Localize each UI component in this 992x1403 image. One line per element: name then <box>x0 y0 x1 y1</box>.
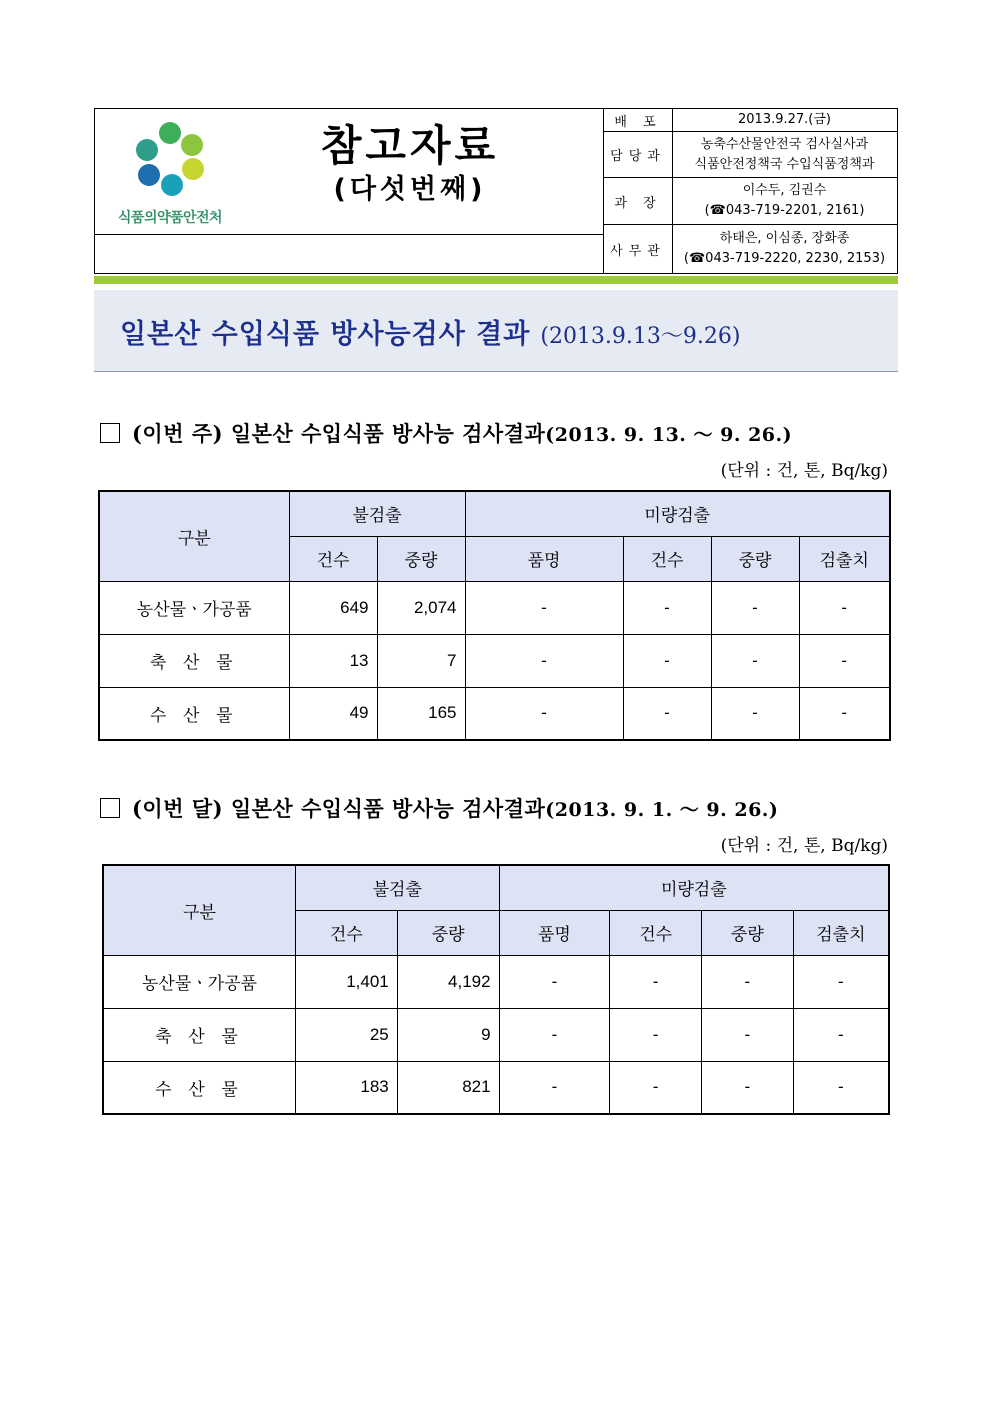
row-weight: 4,192 <box>397 955 499 1008</box>
info-line: (☎043-719-2220, 2230, 2153) <box>683 251 886 266</box>
header-not-detected: 불검출 <box>295 865 499 910</box>
row-item-name: - <box>499 955 610 1008</box>
subheader: 건수 <box>289 536 377 581</box>
row-item-name: - <box>465 581 623 634</box>
info-label: 과 장 <box>604 178 673 224</box>
info-label: 배 포 <box>604 109 673 131</box>
subheader: 중량 <box>701 910 793 955</box>
row-trace-count: - <box>623 581 711 634</box>
info-label: 사무관 <box>604 225 673 273</box>
accent-divider <box>94 276 898 284</box>
info-line: (☎043-719-2201, 2161) <box>704 203 865 218</box>
row-detected-value: - <box>799 687 890 740</box>
report-title-date: (2013.9.13～9.26) <box>540 324 741 349</box>
header-blank-cell <box>95 234 604 273</box>
info-value <box>672 178 897 224</box>
row-category: 수 산 물 <box>103 1061 295 1114</box>
contact-info-table <box>604 109 897 273</box>
subheader: 중량 <box>711 536 799 581</box>
subheader: 중량 <box>397 910 499 955</box>
info-label: 담당과 <box>604 132 673 177</box>
row-detected-value: - <box>793 955 889 1008</box>
row-category: 축 산 물 <box>103 1008 295 1061</box>
subheader: 품명 <box>465 536 623 581</box>
results-table-month <box>102 864 890 1115</box>
report-title-band <box>94 290 898 372</box>
row-count: 183 <box>295 1061 397 1114</box>
header-not-detected: 불검출 <box>289 491 465 536</box>
row-detected-value: - <box>799 634 890 687</box>
header-trace-detected: 미량검출 <box>465 491 890 536</box>
row-trace-weight: - <box>711 687 799 740</box>
agency-name: 식품의약품안전처 <box>117 210 223 226</box>
document-subtitle: (다섯번째) <box>333 174 487 205</box>
info-row-officer <box>604 225 897 273</box>
row-trace-count: - <box>610 1008 702 1061</box>
row-item-name: - <box>499 1008 610 1061</box>
table-row <box>99 581 890 634</box>
header-category: 구분 <box>99 491 289 581</box>
row-weight: 821 <box>397 1061 499 1114</box>
row-weight: 165 <box>377 687 465 740</box>
document-title: 참고자료 <box>320 121 500 170</box>
section-range: (2013. 9. 13. ～ 9. 26.) <box>545 424 793 446</box>
row-count: 649 <box>289 581 377 634</box>
section-heading-month <box>100 793 778 823</box>
row-item-name: - <box>465 634 623 687</box>
table-row <box>99 687 890 740</box>
row-trace-count: - <box>610 955 702 1008</box>
row-weight: 7 <box>377 634 465 687</box>
row-count: 49 <box>289 687 377 740</box>
row-category: 수 산 물 <box>99 687 289 740</box>
info-line: 농축수산물안전국 검사실사과 <box>700 136 869 152</box>
row-category: 농산물ㆍ가공품 <box>99 581 289 634</box>
subheader: 건수 <box>610 910 702 955</box>
document-header <box>94 108 898 274</box>
subheader: 검출치 <box>799 536 890 581</box>
checkbox-square-icon <box>100 423 120 443</box>
section-range: (2013. 9. 1. ～ 9. 26.) <box>545 799 779 821</box>
info-value <box>672 132 897 177</box>
subheader: 검출치 <box>793 910 889 955</box>
subheader: 건수 <box>295 910 397 955</box>
info-row-distribution <box>604 109 897 132</box>
row-count: 13 <box>289 634 377 687</box>
row-detected-value: - <box>793 1061 889 1114</box>
row-category: 농산물ㆍ가공품 <box>103 955 295 1008</box>
header-trace-detected: 미량검출 <box>499 865 889 910</box>
row-trace-weight: - <box>701 1008 793 1061</box>
row-weight: 9 <box>397 1008 499 1061</box>
row-item-name: - <box>465 687 623 740</box>
info-value <box>672 225 897 273</box>
subheader: 중량 <box>377 536 465 581</box>
row-count: 1,401 <box>295 955 397 1008</box>
row-trace-count: - <box>610 1061 702 1114</box>
row-count: 25 <box>295 1008 397 1061</box>
row-item-name: - <box>499 1061 610 1114</box>
row-trace-count: - <box>623 687 711 740</box>
row-trace-weight: - <box>711 634 799 687</box>
row-trace-weight: - <box>711 581 799 634</box>
subheader: 품명 <box>499 910 610 955</box>
section-heading-text: (이번 달) 일본산 수입식품 방사능 검사결과 <box>132 796 546 821</box>
report-title <box>120 312 740 351</box>
info-row-department <box>604 132 897 178</box>
row-category: 축 산 물 <box>99 634 289 687</box>
checkbox-square-icon <box>100 798 120 818</box>
header-title-area <box>95 109 604 234</box>
info-row-director <box>604 178 897 225</box>
unit-note: (단위 : 건, 톤, Bq/kg) <box>720 836 888 856</box>
unit-note: (단위 : 건, 톤, Bq/kg) <box>720 461 888 481</box>
row-detected-value: - <box>793 1008 889 1061</box>
info-line: 2013.9.27.(금) <box>738 112 831 127</box>
table-row <box>103 955 889 1008</box>
row-trace-weight: - <box>701 1061 793 1114</box>
row-detected-value: - <box>799 581 890 634</box>
section-heading-week <box>100 418 792 448</box>
agency-logo <box>105 119 235 229</box>
table-row <box>103 1061 889 1114</box>
report-title-main: 일본산 수입식품 방사능검사 결과 <box>120 319 531 350</box>
row-trace-weight: - <box>701 955 793 1008</box>
info-line: 이수두, 김권수 <box>742 183 827 198</box>
row-weight: 2,074 <box>377 581 465 634</box>
info-line: 식품안전정책국 수입식품정책과 <box>694 156 875 172</box>
info-line: 하태은, 이심종, 장화종 <box>719 231 850 246</box>
row-trace-count: - <box>623 634 711 687</box>
section-heading-text: (이번 주) 일본산 수입식품 방사능 검사결과 <box>132 421 546 446</box>
subheader: 건수 <box>623 536 711 581</box>
info-value <box>672 109 897 131</box>
results-table-week <box>98 490 891 741</box>
header-category: 구분 <box>103 865 295 955</box>
flower-logo-icon <box>125 119 215 205</box>
table-row <box>103 1008 889 1061</box>
table-row <box>99 634 890 687</box>
